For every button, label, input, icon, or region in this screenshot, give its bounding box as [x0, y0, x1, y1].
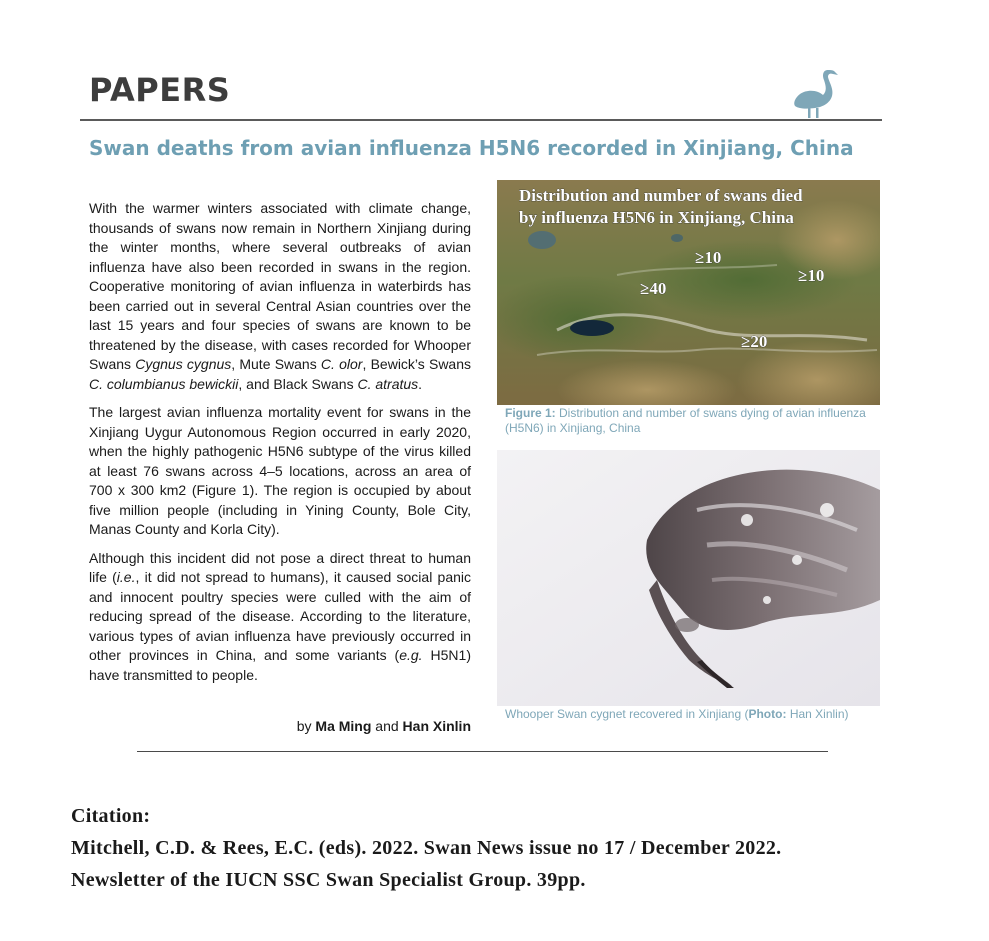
- author-name: Han Xinlin: [402, 718, 471, 734]
- map-title-line: by influenza H5N6 in Xinjiang, China: [519, 208, 794, 227]
- article-title: Swan deaths from avian influenza H5N6 recorded in Xinjiang, China: [89, 136, 854, 160]
- text-run: H5N1) have transmitted to people.: [89, 647, 471, 683]
- text-run: , it did not spread to humans), it caused social panic and innocent poultry species were culled with the aim of reducing spread of the disease. According to the literature, various types of avian influenza have previously occurred in other provinces in China, and some variants (: [89, 569, 472, 663]
- text-run: With the warmer winters associated with climate change, thousands of swans now remain in Northern Xinjiang during the winter months, where several outbreaks of avian influenza have also been recorded in swans in the region. Cooperative monitoring of avian influenza in waterbirds has been carried out in several Central Asian countries over the last 15 years and four species of swans are known to be threatened by the disease, with cases recorded for Whooper Swans: [89, 200, 471, 372]
- italic-text: Cygnus cygnus: [135, 356, 232, 372]
- citation-line: Newsletter of the IUCN SSC Swan Specialist Group. 39pp.: [71, 869, 586, 891]
- italic-text: C. atratus: [357, 375, 419, 392]
- italic-text: i.e.: [116, 569, 136, 585]
- figure-label: Figure 1:: [505, 406, 556, 420]
- section-title: PAPERS: [89, 71, 231, 109]
- paragraph: [89, 549, 471, 686]
- italic-text: C. columbianus bewickii: [89, 375, 239, 392]
- text-run: , Mute Swans: [231, 356, 321, 372]
- text-run: , Bewick’s Swans: [362, 356, 472, 372]
- text-run: , and Black Swans: [238, 375, 358, 392]
- byline: [89, 717, 471, 736]
- map-count-label: ≥20: [741, 332, 768, 351]
- paragraph: [89, 199, 471, 394]
- article-body: [89, 199, 471, 694]
- italic-text: e.g.: [399, 647, 423, 663]
- author-name: Ma Ming: [315, 718, 372, 734]
- text-run: .: [418, 375, 423, 392]
- photo-credit: Han Xinlin): [789, 707, 849, 721]
- map-count-label: ≥40: [640, 279, 667, 298]
- map-count-label: ≥10: [695, 248, 722, 267]
- header-divider: [80, 119, 882, 121]
- figure-2-caption: [505, 707, 885, 722]
- map-count-label: ≥10: [798, 266, 825, 285]
- citation-block: [71, 800, 971, 896]
- photo-label: Photo:: [748, 707, 787, 721]
- citation-heading: Citation:: [71, 805, 151, 827]
- text-run: The largest avian influenza mortality event for swans in the Xinjiang Uygur Autonomous Region occurred in early 2020, when the highly pathogenic H5N6 subtype of the virus killed at least 76 swans across 4–5 locations, across an area of 700 x 300 km2 (Figure 1). The region is occupied by about five million people (including in Yining County, Bole City, Manas County and Korla City).: [89, 404, 471, 537]
- caption-text: Distribution and number of swans dying of avian influenza (H5N6) in Xinjiang, China: [505, 406, 866, 435]
- citation-line: Mitchell, C.D. & Rees, E.C. (eds). 2022. Swan News issue no 17 / December 2022.: [71, 837, 782, 859]
- distribution-map-figure: [497, 180, 880, 405]
- map-title-line: Distribution and number of swans died: [519, 186, 803, 205]
- byline-conjunction: and: [375, 718, 399, 734]
- figure-1-caption: [505, 406, 885, 436]
- footer-divider: [137, 751, 828, 752]
- caption-text: Whooper Swan cygnet recovered in Xinjiang (: [505, 707, 749, 721]
- text-run: Although this incident did not pose a direct threat to human life (: [89, 549, 471, 585]
- swan-cygnet-photo: [497, 450, 880, 706]
- italic-text: C. olor: [320, 356, 363, 372]
- byline-prefix: by: [296, 718, 312, 734]
- paragraph: [89, 403, 471, 540]
- swan-silhouette-icon: [790, 66, 842, 120]
